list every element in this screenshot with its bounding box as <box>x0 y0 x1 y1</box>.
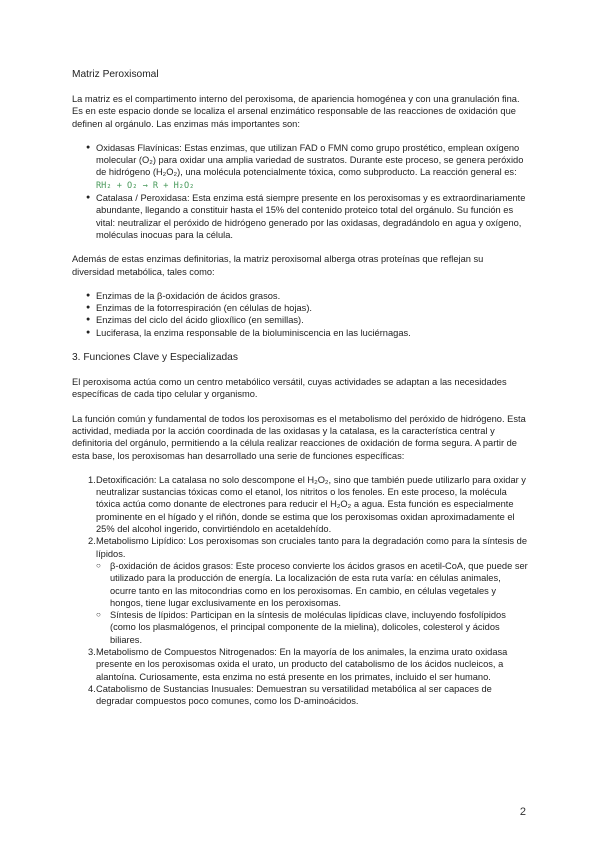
document-page <box>72 68 528 719</box>
list-item-detoxificacion <box>72 474 528 535</box>
list-item-text: Catabolismo de Sustancias Inusuales: Demuestran su versatilidad metabólica al ser capaces de degradar compuestos poco comunes, como los D-aminoácidos. <box>96 683 492 707</box>
other-enzymes-intro: Además de estas enzimas definitorias, la matriz peroxisomal alberga otras proteínas que reflejan su diversidad metabólica, tales como: <box>72 254 484 277</box>
list-item: ● Enzimas de la β-oxidación de ácidos grasos. <box>72 290 528 302</box>
list-item-text: Detoxificación: La catalasa no solo descompone el H₂O₂, sino que también puede utilizarlo para oxidar y neutralizar sustancias tóxicas como el etanol, los nitritos o los fenoles. En este proceso, la molécula tóxica actúa como donante de electrones para reducir el H₂O₂ a agua. Esta función es especialmente prominente en el hígado y el riñón, donde se estima que los peroxisomas oxidan aproximadamente el 25% del alcohol ingerido, convirtiéndolo en acetaldehído. <box>96 474 526 535</box>
list-item: ● Enzimas de la fotorrespiración (en células de hojas). <box>72 302 528 314</box>
functions-paragraph-2: La función común y fundamental de todos los peroxisomas es el metabolismo del peróxido de hidrógeno. Esta actividad, mediada por la acción coordinada de las oxidasas y la catalasa, es la característica central y definitoria del orgánulo, permitiendo a la célula realizar reacciones de oxidación de forma segura. A partir de esta base, los peroxisomas han desarrollado una serie de funciones específicas: <box>72 413 526 461</box>
other-enzymes-list <box>72 290 528 339</box>
reaction-formula: RH₂ + O₂ → R + H₂O₂ <box>96 180 195 191</box>
list-item-metabolismo-lipidico <box>72 535 528 646</box>
matrix-intro-paragraph: La matriz es el compartimento interno del peroxisoma, de apariencia homogénea y con una granulación fina. Es en este espacio donde se localiza el arsenal enzimático responsable de las reacciones de oxidación que definen al orgánulo. Las enzimas más importantes son: <box>72 94 520 129</box>
enzyme-item-catalasa: ● Catalasa / Peroxidasa: Esta enzima está siempre presente en los peroxisomas y es extraordinariamente abundante, llegando a constituir hasta el 15% del contenido proteico total del orgánulo. Su función es vital: neutralizar el peróxido de hidrógeno generado por las oxidasas, degradándolo en agua y oxígeno, moléculas inocuas para la célula. <box>72 192 528 241</box>
functions-paragraph-1: El peroxisoma actúa como un centro metabólico versátil, cuyas actividades se adaptan a las necesidades específicas de cada tipo celular y organismo. <box>72 377 507 400</box>
enzyme-text: Oxidasas Flavínicas: Estas enzimas, que utilizan FAD o FMN como grupo prostético, emplean oxígeno molecular (O₂) para oxidar una amplia variedad de sustratos. Durante este proceso, se genera peróxido de hidrógeno (H₂O₂), una molécula potencialmente tóxica, como subproducto. La reacción general es: <box>96 142 524 178</box>
sub-item-sintesis-lipidos: ○ Síntesis de lípidos: Participan en la síntesis de moléculas lipídicas clave, incluyendo fosfolípidos (como los plasmalógenos, el principal componente de la mielina), dolicoles, colesterol y ácidos biliares. <box>96 609 528 646</box>
section-title-functions: 3. Funciones Clave y Especializadas <box>72 352 238 364</box>
sub-list <box>96 560 528 646</box>
list-item: ● Luciferasa, la enzima responsable de la bioluminiscencia en las luciérnagas. <box>72 327 528 339</box>
section-title-matrix: Matriz Peroxisomal <box>72 69 159 80</box>
list-item-text: Metabolismo de Compuestos Nitrogenados: En la mayoría de los animales, la enzima urato oxidasa presente en los peroxisomas oxida el urato, un producto del catabolismo de los ácidos nucleicos, a alantoína. Curiosamente, esta enzima no está presente en los primates, incluido el ser humano. <box>96 646 508 682</box>
list-item: ● Enzimas del ciclo del ácido glioxílico (en semillas). <box>72 314 528 326</box>
list-number: 3. <box>88 646 96 657</box>
enzyme-list <box>72 142 528 241</box>
list-item-text: Metabolismo Lipídico: Los peroxisomas son cruciales tanto para la degradación como para la síntesis de lípidos. <box>96 536 527 559</box>
functions-list <box>72 474 528 708</box>
list-number: 2. <box>88 536 96 547</box>
list-number: 1. <box>88 474 96 485</box>
page-number: 2 <box>519 806 526 818</box>
sub-item-beta-oxidacion: ○ β-oxidación de ácidos grasos: Este proceso convierte los ácidos grasos en acetil-CoA, que puede ser utilizado para la producción de energía. La localización de esta ruta varía: en células animales, ocurre tanto en las mitocondrias como en los peroxisomas. En cambio, en células vegetales y hongos, tiene lugar exclusivamente en los peroxisomas. <box>96 560 528 609</box>
list-item-nitrogenados <box>72 646 528 683</box>
list-number: 4. <box>88 683 96 694</box>
list-item-sustancias-inusuales <box>72 683 528 708</box>
enzyme-item-oxidasas <box>72 142 528 192</box>
